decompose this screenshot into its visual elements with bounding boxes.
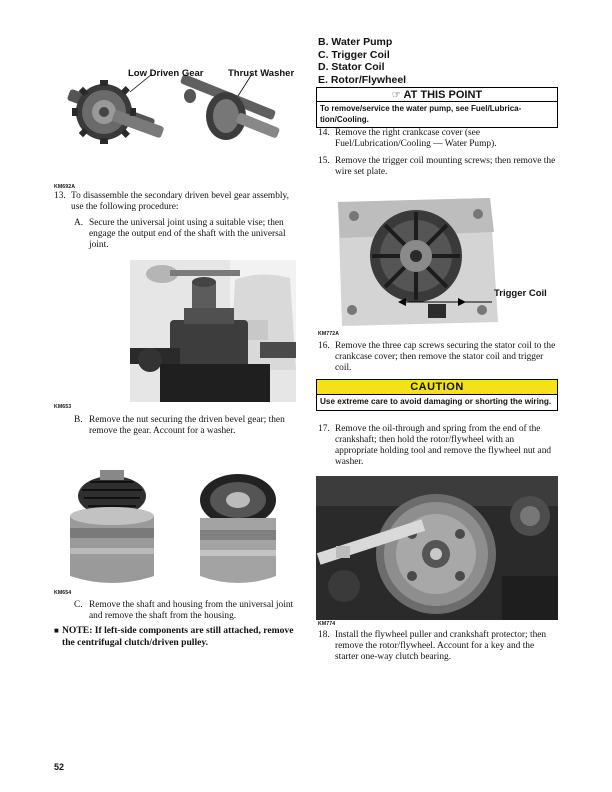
step-14 [318, 128, 558, 150]
step-number: 15. [318, 156, 330, 166]
step-text: Remove the three cap screws securing the stator coil to the crankcase cover; then remove the stator coil and trigger coil. [335, 341, 556, 373]
step-17 [318, 424, 558, 468]
figure-vise-universal-joint [130, 260, 296, 402]
trigger-coil-illustration [318, 192, 558, 330]
step-13 [54, 191, 296, 213]
step-number: 16. [318, 341, 330, 351]
figure-low-driven-gear-thrust-washer [52, 62, 298, 182]
list-item: B. Water Pump [318, 36, 393, 48]
at-this-point-title: AT THIS POINT [403, 89, 483, 101]
caution-title: CAUTION [316, 379, 558, 395]
step-text: Install the flywheel puller and crankshaft protector; then remove the rotor/flywheel. Account for a key and the starter one-way clutch bearing. [335, 630, 547, 662]
list-item: E. Rotor/Flywheel [318, 73, 407, 86]
step-number: 18. [318, 630, 330, 640]
figure-code: KM774 [318, 621, 336, 627]
figure-trigger-coil [318, 192, 558, 330]
step-number: 17. [318, 424, 330, 434]
note [54, 625, 298, 648]
note-marker-icon: ■ [54, 626, 59, 635]
step-letter: C. [74, 600, 83, 610]
gear-shaft-illustration [52, 62, 298, 182]
step-text: Remove the oil-through and spring from the end of the crankshaft; then hold the rotor/flywheel with an appropriate holding tool and remove the flywheel nut and washer. [335, 424, 552, 467]
step-text: Secure the universal joint using a suitable vise; then engage the output end of the shaft with the universal joint. [89, 218, 286, 250]
at-this-point-box [316, 87, 558, 128]
step-13c [74, 600, 296, 622]
label-thrust-washer: Thrust Washer [228, 68, 295, 79]
list-item: C. Trigger Coil [318, 48, 390, 61]
step-16 [318, 341, 558, 374]
step-text: Remove the trigger coil mounting screws; then remove the wire set plate. [335, 156, 556, 177]
vise-photo-illustration [130, 260, 296, 402]
step-text: To disassemble the secondary driven bevel gear assembly, use the following procedure: [71, 191, 289, 212]
step-number: 14. [318, 128, 330, 138]
figure-gear-housing [60, 466, 294, 590]
figure-code: KM772A [318, 331, 340, 337]
figure-code: KM654 [54, 590, 72, 596]
step-number: 13. [54, 191, 66, 201]
step-text: Remove the right crankcase cover (see Fuel/Lubrication/Cooling — Water Pump). [335, 128, 497, 149]
step-18 [318, 630, 558, 663]
at-this-point-body: To remove/service the water pump, see Fuel/Lubrica-tion/Cooling. [316, 102, 558, 128]
figure-flywheel-holding [316, 476, 558, 620]
step-13a [74, 218, 296, 251]
page-number: 52 [54, 762, 65, 772]
list-item: D. Stator Coil [318, 61, 385, 73]
step-15 [318, 156, 558, 178]
pointing-hand-icon: ☞ [391, 90, 401, 101]
flywheel-photo-illustration [316, 476, 558, 620]
gear-housing-illustration [60, 466, 294, 590]
step-13b [74, 415, 296, 437]
step-text: Remove the nut securing the driven bevel gear; then remove the gear. Account for a washer. [89, 415, 285, 436]
step-letter: A. [74, 218, 84, 228]
figure-code: KM653 [54, 404, 72, 410]
label-trigger-coil: Trigger Coil [494, 288, 547, 299]
label-low-driven-gear: Low Driven Gear [128, 68, 204, 79]
caution-box [316, 379, 558, 411]
at-this-point-header [316, 87, 558, 102]
step-letter: B. [74, 415, 83, 425]
figure-code: KM692A [54, 184, 76, 190]
note-text: NOTE: If left-side components are still attached, remove the centrifugal clutch/driven pulley. [62, 625, 294, 648]
step-text: Remove the shaft and housing from the universal joint and remove the shaft from the housing. [89, 600, 294, 621]
caution-body: Use extreme care to avoid damaging or shorting the wiring. [316, 395, 558, 411]
component-list [318, 36, 558, 86]
